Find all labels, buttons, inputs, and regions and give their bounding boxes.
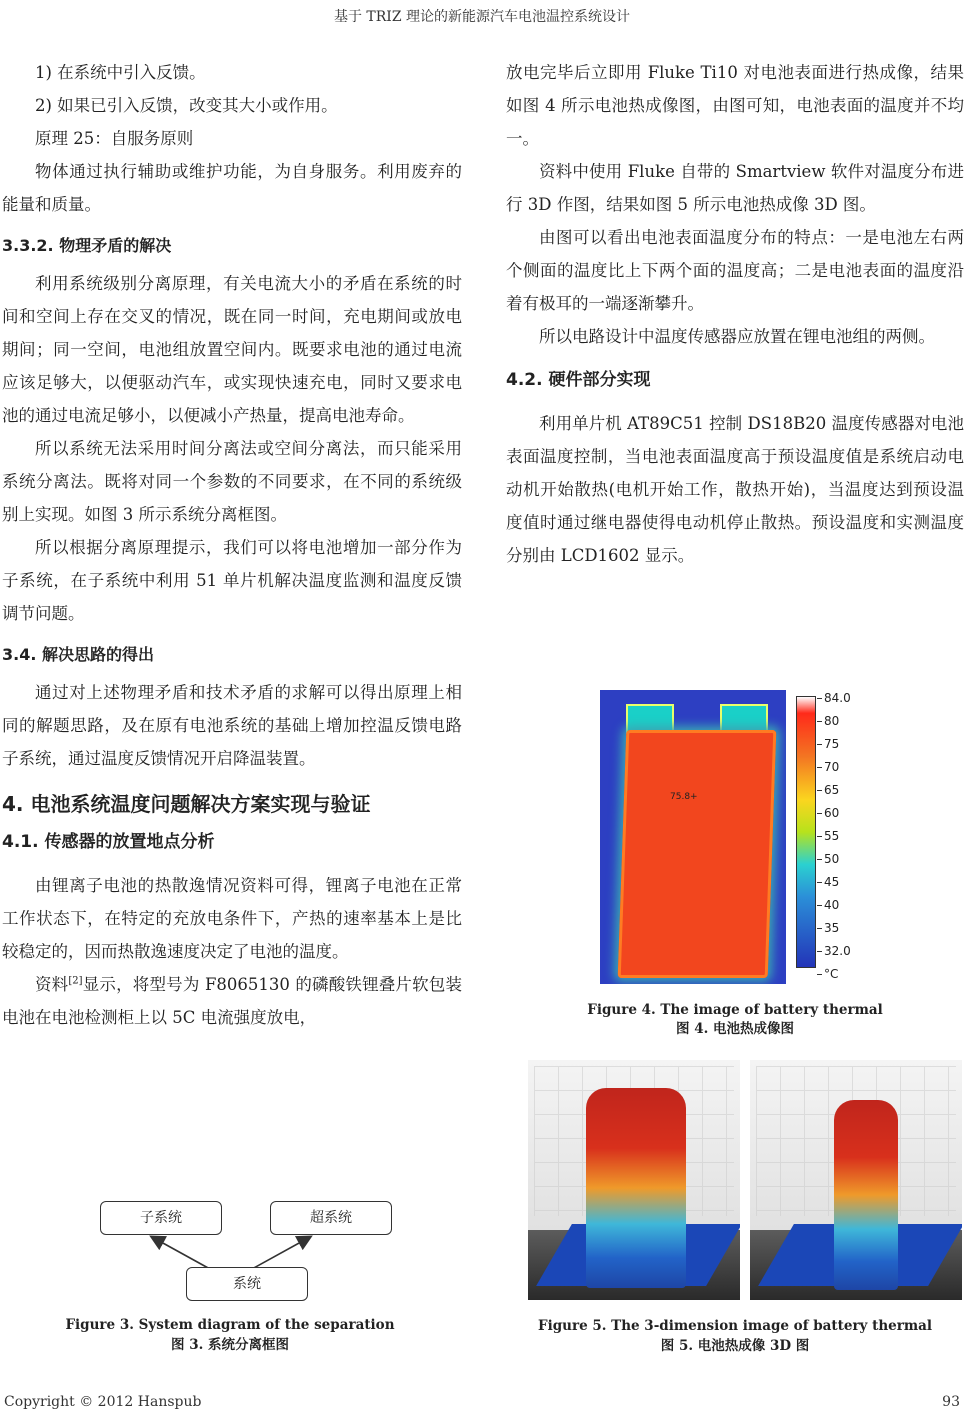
paragraph: 物体通过执行辅助或维护功能，为自身服务。利用废弃的能量和质量。 [2, 162, 462, 214]
figure-3 [0, 1195, 460, 1365]
paragraph: 1) 在系统中引入反馈。 [35, 63, 206, 82]
paragraph: 所以系统无法采用时间分离法或空间分离法，而只能采用系统分离法。既将对同一个参数的不同要求，在不同的系统级别上实现。如图 3 所示系统分离框图。 [2, 439, 462, 524]
scale-tick-label: 45 [824, 875, 840, 889]
paragraph [2, 968, 462, 1034]
section-heading-3-3-2: 3.3.2. 物理矛盾的解决 [2, 236, 172, 255]
temperature-scale-ticks [818, 691, 866, 984]
thermal-image [600, 690, 786, 984]
copyright-text: Copyright © 2012 Hanspub [4, 1394, 202, 1410]
arrow-to-supersystem [252, 1237, 310, 1269]
supersystem-box: 超系统 [270, 1201, 392, 1235]
paragraph: 由图可以看出电池表面温度分布的特点：一是电池左右两个侧面的温度比上下两个面的温度高；二是电池表面的温度沿着有极耳的一端逐渐攀升。 [506, 228, 964, 313]
scale-tick-label: 65 [824, 783, 840, 797]
left-column [2, 56, 462, 1034]
system-box: 系统 [186, 1267, 308, 1301]
subsystem-box: 子系统 [100, 1201, 222, 1235]
section-heading-4-1: 4.1. 传感器的放置地点分析 [2, 832, 215, 852]
running-header: 基于 TRIZ 理论的新能源汽车电池温控系统设计 [333, 9, 631, 25]
figure-4-caption-en: Figure 4. The image of battery thermal [587, 1002, 883, 1018]
paragraph: 放电完毕后立即用 Fluke Ti10 对电池表面进行热成像，结果如图 4 所示电池热成像图，由图可知，电池表面的温度并不均一。 [506, 63, 964, 148]
scale-tick-label: 70 [824, 760, 840, 774]
page-number: 93 [942, 1394, 960, 1410]
scale-tick-label: 55 [824, 829, 840, 843]
paragraph: 利用系统级别分离原理，有关电流大小的矛盾在系统的时间和空间上存在交叉的情况，既在同一时间，充电期间或放电期间；同一空间，电池组放置空间内。既要求电池的通过电流应该足够大，以便驱动汽车，或实现快速充电，同时又要求电池的通过电流足够小，以便减小产热量，提高电池寿命。 [2, 274, 462, 425]
scale-tick-label: 75 [824, 737, 840, 751]
section-heading-4: 4. 电池系统温度问题解决方案实现与验证 [2, 792, 371, 816]
paragraph: 原理 25：自服务原则 [35, 129, 194, 148]
scale-tick-label: 80 [824, 714, 840, 728]
figure-5-caption-cn: 图 5. 电池热成像 3D 图 [660, 1338, 810, 1354]
figure-4-thermal-image [598, 690, 866, 984]
figure-3-caption-cn: 图 3. 系统分离框图 [171, 1337, 289, 1353]
scale-tick-label: 60 [824, 806, 840, 820]
citation-ref[interactable]: [2] [68, 975, 83, 987]
temperature-surface-3d [834, 1100, 898, 1290]
figure-5-panel-left [528, 1060, 740, 1300]
paragraph: 由锂离子电池的热散逸情况资料可得，锂离子电池在正常工作状态下，在特定的充放电条件下，产热的速率基本上是比较稳定的，因而热散逸速度决定了电池的温度。 [2, 876, 462, 961]
paragraph-text: 显示，将型号为 F8065130 的磷酸铁锂叠片软包装电池在电池检测柜上以 5C 电流强度放电， [2, 975, 462, 1027]
paragraph: 2) 如果已引入反馈，改变其大小或作用。 [35, 96, 338, 115]
scale-tick-label: 35 [824, 921, 840, 935]
scale-tick-label: 40 [824, 898, 840, 912]
battery-body [618, 730, 777, 978]
section-heading-3-4: 3.4. 解决思路的得出 [2, 645, 154, 664]
paragraph-text: 资料 [35, 975, 69, 994]
paragraph: 所以根据分离原理提示，我们可以将电池增加一部分作为子系统，在子系统中利用 51 单片机解决温度监测和温度反馈调节问题。 [2, 538, 462, 623]
scale-tick-label: 84.0 [824, 691, 851, 705]
paragraph: 所以电路设计中温度传感器应放置在锂电池组的两侧。 [539, 327, 935, 346]
scale-tick-label: °C [824, 967, 839, 981]
paragraph: 利用单片机 AT89C51 控制 DS18B20 温度传感器对电池表面温度控制，当电池表面温度高于预设温度值是系统启动电动机开始散热(电机开始工作，散热开始)，当温度达到预设温度值时通过继电器使得电动机停止散热。预设温度和实测温度分别由 LCD1602 显示。 [506, 414, 964, 565]
right-column [506, 56, 964, 572]
scale-tick-label: 32.0 [824, 944, 851, 958]
spot-temperature-label: 75.8+ [670, 792, 698, 802]
temperature-surface-3d [586, 1088, 686, 1288]
arrow-to-subsystem [152, 1237, 210, 1269]
paragraph: 通过对上述物理矛盾和技术矛盾的求解可以得出原理上相同的解题思路，及在原有电池系统的基础上增加控温反馈电路子系统，通过温度反馈情况开启降温装置。 [2, 683, 462, 768]
paragraph: 资料中使用 Fluke 自带的 Smartview 软件对温度分布进行 3D 作图，结果如图 5 所示电池热成像 3D 图。 [506, 162, 964, 214]
figure-5-caption-en: Figure 5. The 3-dimension image of battery thermal [537, 1318, 933, 1334]
figure-4-caption-cn: 图 4. 电池热成像图 [676, 1021, 794, 1037]
section-heading-4-2: 4.2. 硬件部分实现 [506, 370, 651, 390]
figure-5-3d-thermal [528, 1060, 962, 1300]
temperature-color-scale [796, 696, 816, 968]
page-footer [4, 1394, 960, 1410]
scale-tick-label: 50 [824, 852, 840, 866]
figure-3-caption-en: Figure 3. System diagram of the separation [65, 1317, 395, 1333]
figure-5-panel-right [750, 1060, 962, 1300]
